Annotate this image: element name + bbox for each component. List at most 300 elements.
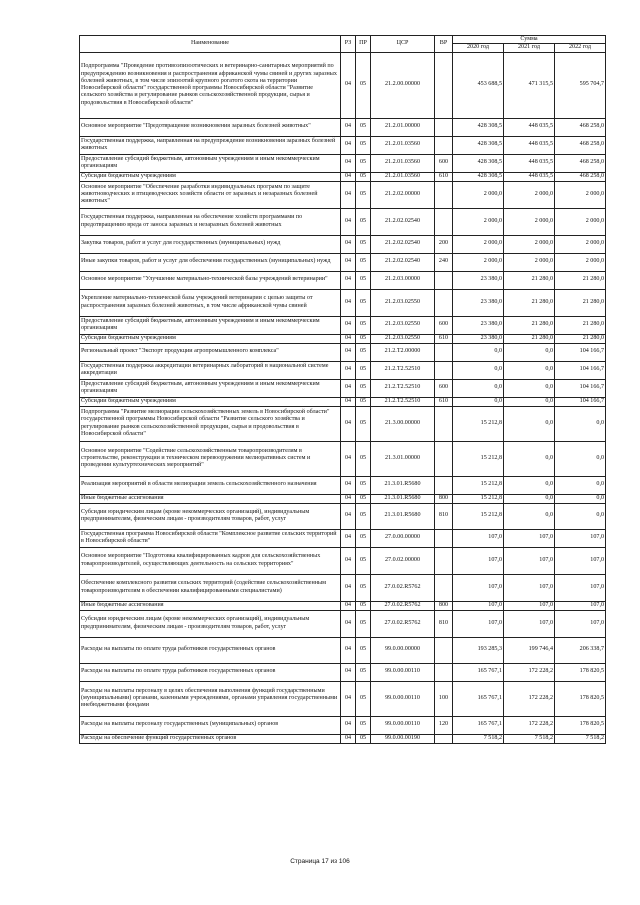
row-value-2021: 107,0	[504, 547, 555, 574]
row-vr	[435, 637, 453, 663]
row-pr: 05	[356, 494, 371, 503]
row-name: Иные бюджетные ассигнования	[80, 494, 341, 503]
row-name: Расходы на выплаты по оплате труда работников государственных органов	[80, 663, 341, 681]
row-rz: 04	[341, 716, 356, 734]
row-vr: 240	[435, 253, 453, 271]
row-name: Государственная поддержка аккредитации ветеринарных лабораторий в национальной системе аккредитации	[80, 361, 341, 379]
row-vr: 800	[435, 601, 453, 610]
row-csr: 21.2.03.02550	[371, 334, 435, 343]
row-name: Субсидии юридическим лицам (кроме некоммерческих организаций), индивидуальным предпринимателям, физическим лицам - производителям товаров, работ, услуг	[80, 610, 341, 637]
row-vr: 610	[435, 172, 453, 181]
row-value-2021: 0,0	[504, 379, 555, 397]
row-value-2020: 23 380,0	[453, 289, 504, 316]
row-value-2022: 104 166,7	[555, 343, 606, 361]
row-pr: 05	[356, 663, 371, 681]
row-value-2022: 0,0	[555, 406, 606, 441]
row-value-2022: 104 166,7	[555, 361, 606, 379]
row-rz: 04	[341, 181, 356, 208]
table-row	[80, 172, 606, 181]
row-value-2021: 0,0	[504, 503, 555, 529]
row-value-2022: 21 280,0	[555, 289, 606, 316]
row-csr: 99.0.00.00110	[371, 663, 435, 681]
row-name: Расходы на обеспечение функций государственных органов	[80, 734, 341, 743]
column-header-vr: ВР	[435, 36, 453, 53]
column-header-pr: ПР	[356, 36, 371, 53]
row-csr: 21.3.01.R5680	[371, 494, 435, 503]
row-name: Иные закупки товаров, работ и услуг для обеспечения государственных (муниципальных) нужд	[80, 253, 341, 271]
row-value-2020: 2 000,0	[453, 181, 504, 208]
row-rz: 04	[341, 574, 356, 601]
row-value-2020: 23 380,0	[453, 334, 504, 343]
table-row	[80, 716, 606, 734]
row-vr	[435, 208, 453, 235]
row-value-2020: 0,0	[453, 361, 504, 379]
row-value-2020: 7 518,2	[453, 734, 504, 743]
row-pr: 05	[356, 118, 371, 136]
row-csr: 21.3.01.R5680	[371, 503, 435, 529]
budget-table	[79, 35, 606, 744]
row-name: Государственная программа Новосибирской области "Комплексное развитие сельских территорий в Новосибирской области"	[80, 529, 341, 547]
table-row	[80, 154, 606, 172]
row-csr: 99.0.00.00190	[371, 734, 435, 743]
table-row	[80, 637, 606, 663]
row-value-2021: 21 280,0	[504, 334, 555, 343]
row-rz: 04	[341, 529, 356, 547]
row-vr: 810	[435, 503, 453, 529]
column-header-2020: 2020 год	[453, 44, 504, 52]
row-rz: 04	[341, 253, 356, 271]
row-vr: 600	[435, 379, 453, 397]
row-value-2021: 21 280,0	[504, 271, 555, 289]
row-csr: 27.0.00.00000	[371, 529, 435, 547]
row-name: Субсидии бюджетным учреждениям	[80, 397, 341, 406]
column-header-csr: ЦСР	[371, 36, 435, 53]
row-value-2021: 172 228,2	[504, 681, 555, 716]
row-pr: 05	[356, 529, 371, 547]
row-vr: 810	[435, 610, 453, 637]
row-value-2020: 107,0	[453, 529, 504, 547]
table-row	[80, 476, 606, 494]
row-value-2020: 107,0	[453, 601, 504, 610]
row-rz: 04	[341, 406, 356, 441]
row-vr	[435, 271, 453, 289]
row-pr: 05	[356, 379, 371, 397]
row-name: Основное мероприятие "Содействие сельскохозяйственным товаропроизводителям в строительстве, реконструкции и техническом перевооружении мелиоративных систем и проведении культуртехнических мероприятий"	[80, 441, 341, 476]
row-value-2022: 206 338,7	[555, 637, 606, 663]
row-pr: 05	[356, 271, 371, 289]
row-csr: 21.2.03.02550	[371, 289, 435, 316]
row-csr: 21.2.T2.52510	[371, 361, 435, 379]
row-rz: 04	[341, 289, 356, 316]
table-row	[80, 316, 606, 334]
row-value-2021: 107,0	[504, 574, 555, 601]
table-row	[80, 503, 606, 529]
row-vr	[435, 529, 453, 547]
row-pr: 05	[356, 181, 371, 208]
table-row	[80, 343, 606, 361]
row-pr: 05	[356, 601, 371, 610]
row-value-2020: 107,0	[453, 574, 504, 601]
row-value-2021: 107,0	[504, 610, 555, 637]
row-value-2021: 21 280,0	[504, 289, 555, 316]
row-name: Основное мероприятие "Улучшение материально-технической базы учреждений ветеринарии"	[80, 271, 341, 289]
table-row	[80, 494, 606, 503]
table-row	[80, 181, 606, 208]
row-name: Закупка товаров, работ и услуг для государственных (муниципальных) нужд	[80, 235, 341, 253]
table-row	[80, 334, 606, 343]
row-value-2021: 7 518,2	[504, 734, 555, 743]
row-pr: 05	[356, 235, 371, 253]
row-rz: 04	[341, 494, 356, 503]
row-vr: 610	[435, 397, 453, 406]
table-row	[80, 136, 606, 154]
row-value-2020: 428 308,5	[453, 118, 504, 136]
row-csr: 21.3.01.00000	[371, 441, 435, 476]
row-csr: 21.2.01.03560	[371, 136, 435, 154]
row-rz: 04	[341, 681, 356, 716]
row-rz: 04	[341, 154, 356, 172]
row-pr: 05	[356, 172, 371, 181]
table-row	[80, 271, 606, 289]
row-value-2022: 7 518,2	[555, 734, 606, 743]
row-value-2022: 468 258,0	[555, 136, 606, 154]
row-value-2020: 0,0	[453, 343, 504, 361]
column-header-sum: Сумма	[453, 36, 606, 44]
row-value-2022: 178 820,5	[555, 716, 606, 734]
row-name: Иные бюджетные ассигнования	[80, 601, 341, 610]
row-csr: 21.2.00.00000	[371, 52, 435, 118]
row-csr: 99.0.00.00000	[371, 637, 435, 663]
row-value-2020: 2 000,0	[453, 208, 504, 235]
row-csr: 27.0.02.R5762	[371, 610, 435, 637]
table-header	[80, 36, 606, 53]
row-csr: 21.2.03.00000	[371, 271, 435, 289]
row-vr	[435, 547, 453, 574]
row-value-2022: 595 704,7	[555, 52, 606, 118]
row-vr	[435, 289, 453, 316]
row-name: Предоставление субсидий бюджетным, автономным учреждениям и иным некоммерческим организациям	[80, 379, 341, 397]
row-value-2022: 2 000,0	[555, 208, 606, 235]
row-csr: 21.2.02.00000	[371, 181, 435, 208]
column-header-2022: 2022 год	[555, 44, 606, 52]
row-value-2022: 21 280,0	[555, 271, 606, 289]
row-rz: 04	[341, 547, 356, 574]
row-value-2020: 165 767,1	[453, 716, 504, 734]
row-pr: 05	[356, 361, 371, 379]
row-name: Обеспечение комплексного развития сельских территорий (содействие сельскохозяйственным товаропроизводителям в обеспечении квалифицированными специалистами)	[80, 574, 341, 601]
row-value-2021: 448 035,5	[504, 172, 555, 181]
table-row	[80, 379, 606, 397]
row-value-2020: 453 688,5	[453, 52, 504, 118]
row-pr: 05	[356, 610, 371, 637]
row-value-2021: 2 000,0	[504, 181, 555, 208]
row-value-2020: 2 000,0	[453, 235, 504, 253]
page-number: Страница 17 из 106	[290, 858, 350, 865]
row-vr	[435, 136, 453, 154]
row-value-2021: 0,0	[504, 476, 555, 494]
table-row	[80, 235, 606, 253]
row-rz: 04	[341, 441, 356, 476]
row-value-2021: 471 315,5	[504, 52, 555, 118]
row-csr: 27.0.02.R5762	[371, 574, 435, 601]
row-name: Субсидии бюджетным учреждениям	[80, 334, 341, 343]
row-value-2020: 428 308,5	[453, 172, 504, 181]
row-value-2021: 21 280,0	[504, 316, 555, 334]
row-name: Расходы на выплаты персоналу государственных (муниципальных) органов	[80, 716, 341, 734]
table-row	[80, 361, 606, 379]
table-row	[80, 610, 606, 637]
column-header-rz: РЗ	[341, 36, 356, 53]
row-value-2021: 0,0	[504, 441, 555, 476]
row-value-2022: 178 820,5	[555, 663, 606, 681]
row-value-2020: 193 285,3	[453, 637, 504, 663]
row-pr: 05	[356, 406, 371, 441]
row-name: Основное мероприятие "Подготовка квалифицированных кадров для сельскохозяйственных товаропроизводителей, осуществляющих деятельность на сельских территориях"	[80, 547, 341, 574]
row-value-2020: 23 380,0	[453, 271, 504, 289]
row-name: Подпрограмма "Развитие мелиорации сельскохозяйственных земель в Новосибирской области" государственной программы Новосибирской области "Развитие сельского хозяйства и регулирование рынков сельскохозяйственной продукции, сырья и продовольствия в Новосибирской области"	[80, 406, 341, 441]
row-pr: 05	[356, 343, 371, 361]
row-pr: 05	[356, 681, 371, 716]
row-value-2020: 15 212,8	[453, 503, 504, 529]
row-value-2022: 107,0	[555, 547, 606, 574]
row-rz: 04	[341, 334, 356, 343]
row-rz: 04	[341, 601, 356, 610]
row-value-2021: 448 035,5	[504, 154, 555, 172]
row-pr: 05	[356, 441, 371, 476]
row-vr	[435, 476, 453, 494]
table-row	[80, 118, 606, 136]
row-rz: 04	[341, 397, 356, 406]
table-row	[80, 289, 606, 316]
row-rz: 04	[341, 235, 356, 253]
row-rz: 04	[341, 734, 356, 743]
table-row	[80, 529, 606, 547]
row-value-2020: 15 212,8	[453, 441, 504, 476]
row-value-2021: 0,0	[504, 397, 555, 406]
row-name: Субсидии бюджетным учреждениям	[80, 172, 341, 181]
row-rz: 04	[341, 271, 356, 289]
row-rz: 04	[341, 361, 356, 379]
row-name: Основное мероприятие "Предотвращение возникновения заразных болезней животных"	[80, 118, 341, 136]
row-value-2020: 428 308,5	[453, 136, 504, 154]
row-vr	[435, 361, 453, 379]
row-value-2021: 448 035,5	[504, 136, 555, 154]
row-name: Расходы на выплаты персоналу в целях обеспечения выполнения функций государственными (муниципальными) органами, казенными учреждениями, органами управления государственными внебюджетными фондами	[80, 681, 341, 716]
row-csr: 27.0.02.00000	[371, 547, 435, 574]
row-pr: 05	[356, 503, 371, 529]
row-value-2021: 0,0	[504, 406, 555, 441]
row-vr	[435, 406, 453, 441]
row-csr: 21.2.03.02550	[371, 316, 435, 334]
row-value-2020: 2 000,0	[453, 253, 504, 271]
row-pr: 05	[356, 253, 371, 271]
row-value-2020: 107,0	[453, 610, 504, 637]
row-rz: 04	[341, 503, 356, 529]
row-csr: 21.2.T2.52510	[371, 397, 435, 406]
row-value-2022: 21 280,0	[555, 334, 606, 343]
row-pr: 05	[356, 637, 371, 663]
row-pr: 05	[356, 734, 371, 743]
row-rz: 04	[341, 136, 356, 154]
row-pr: 05	[356, 547, 371, 574]
row-vr: 800	[435, 494, 453, 503]
row-pr: 05	[356, 716, 371, 734]
column-header-name: Наименование	[80, 36, 341, 53]
row-csr: 21.2.02.02540	[371, 235, 435, 253]
row-csr: 21.2.01.03560	[371, 172, 435, 181]
row-name: Региональный проект "Экспорт продукции агропромышленного комплекса"	[80, 343, 341, 361]
row-value-2020: 15 212,8	[453, 406, 504, 441]
row-value-2022: 2 000,0	[555, 235, 606, 253]
row-vr	[435, 441, 453, 476]
row-vr	[435, 118, 453, 136]
row-value-2022: 107,0	[555, 610, 606, 637]
row-pr: 05	[356, 397, 371, 406]
row-vr	[435, 574, 453, 601]
row-vr: 610	[435, 334, 453, 343]
row-value-2022: 0,0	[555, 494, 606, 503]
row-vr: 100	[435, 681, 453, 716]
row-value-2022: 107,0	[555, 574, 606, 601]
row-vr	[435, 52, 453, 118]
row-value-2022: 0,0	[555, 476, 606, 494]
row-pr: 05	[356, 316, 371, 334]
table-row	[80, 601, 606, 610]
row-csr: 99.0.00.00110	[371, 716, 435, 734]
row-value-2020: 107,0	[453, 547, 504, 574]
row-rz: 04	[341, 663, 356, 681]
row-csr: 21.2.T2.00000	[371, 343, 435, 361]
row-value-2020: 15 212,8	[453, 476, 504, 494]
row-pr: 05	[356, 154, 371, 172]
table-row	[80, 574, 606, 601]
row-value-2022: 0,0	[555, 441, 606, 476]
row-csr: 21.2.02.02540	[371, 253, 435, 271]
row-csr: 21.2.T2.52510	[371, 379, 435, 397]
row-value-2021: 107,0	[504, 529, 555, 547]
row-name: Расходы на выплаты по оплате труда работников государственных органов	[80, 637, 341, 663]
table-row	[80, 441, 606, 476]
row-name: Реализация мероприятий в области мелиорации земель сельскохозяйственного назначения	[80, 476, 341, 494]
row-name: Субсидии юридическим лицам (кроме некоммерческих организаций), индивидуальным предпринимателям, физическим лицам - производителям товаров, работ, услуг	[80, 503, 341, 529]
row-name: Предоставление субсидий бюджетным, автономным учреждениям и иным некоммерческим организациям	[80, 316, 341, 334]
row-vr	[435, 181, 453, 208]
row-rz: 04	[341, 610, 356, 637]
table-row	[80, 208, 606, 235]
row-value-2022: 468 258,0	[555, 172, 606, 181]
row-value-2022: 21 280,0	[555, 316, 606, 334]
row-value-2021: 2 000,0	[504, 253, 555, 271]
row-csr: 21.2.01.03560	[371, 154, 435, 172]
row-value-2021: 199 746,4	[504, 637, 555, 663]
row-value-2021: 2 000,0	[504, 208, 555, 235]
row-value-2022: 2 000,0	[555, 253, 606, 271]
row-value-2020: 165 767,1	[453, 663, 504, 681]
row-vr	[435, 734, 453, 743]
row-value-2021: 0,0	[504, 494, 555, 503]
row-csr: 21.3.00.00000	[371, 406, 435, 441]
row-name: Предоставление субсидий бюджетным, автономным учреждениям и иным некоммерческим организациям	[80, 154, 341, 172]
row-rz: 04	[341, 316, 356, 334]
row-value-2021: 0,0	[504, 361, 555, 379]
row-value-2020: 0,0	[453, 397, 504, 406]
table-row	[80, 406, 606, 441]
row-csr: 27.0.02.R5762	[371, 601, 435, 610]
row-value-2022: 107,0	[555, 529, 606, 547]
row-vr: 600	[435, 316, 453, 334]
row-name: Государственная поддержка, направленная на обеспечение хозяйств программами по предотвращению вреда от заноса заразных и незаразных болезней животных	[80, 208, 341, 235]
row-vr: 600	[435, 154, 453, 172]
table-row	[80, 681, 606, 716]
row-pr: 05	[356, 208, 371, 235]
table-body	[80, 52, 606, 743]
row-value-2022: 468 258,0	[555, 154, 606, 172]
row-value-2020: 15 212,8	[453, 494, 504, 503]
row-pr: 05	[356, 476, 371, 494]
row-rz: 04	[341, 379, 356, 397]
row-rz: 04	[341, 343, 356, 361]
row-rz: 04	[341, 172, 356, 181]
row-value-2021: 172 228,2	[504, 716, 555, 734]
row-rz: 04	[341, 52, 356, 118]
row-vr: 200	[435, 235, 453, 253]
row-rz: 04	[341, 208, 356, 235]
row-value-2022: 468 258,0	[555, 118, 606, 136]
row-value-2022: 178 820,5	[555, 681, 606, 716]
row-rz: 04	[341, 476, 356, 494]
row-rz: 04	[341, 118, 356, 136]
row-csr: 21.2.01.00000	[371, 118, 435, 136]
row-rz: 04	[341, 637, 356, 663]
row-name: Государственная поддержка, направленная на предупреждение возникновения заразных болезней животных	[80, 136, 341, 154]
table-row	[80, 253, 606, 271]
row-value-2022: 104 166,7	[555, 397, 606, 406]
row-value-2022: 0,0	[555, 503, 606, 529]
row-name: Подпрограмма "Проведение противоэпизоотических и ветеринарно-санитарных мероприятий по предупреждению возникновения и распространения африканской чумы свиней и других заразных болезней животных, в том числе эпизоотий крупного рогатого скота на территории Новосибирской области" государственной программы Новосибирской области "Развитие сельского хозяйства и регулирование рынков сельскохозяйственной продукции, сырья и продовольствия в Новосибирской области"	[80, 52, 341, 118]
column-header-2021: 2021 год	[504, 44, 555, 52]
row-value-2021: 0,0	[504, 343, 555, 361]
table-row	[80, 397, 606, 406]
row-value-2022: 107,0	[555, 601, 606, 610]
row-csr: 21.3.01.R5680	[371, 476, 435, 494]
row-pr: 05	[356, 136, 371, 154]
row-value-2021: 448 035,5	[504, 118, 555, 136]
row-value-2021: 107,0	[504, 601, 555, 610]
row-pr: 05	[356, 289, 371, 316]
row-value-2021: 2 000,0	[504, 235, 555, 253]
row-value-2021: 172 228,2	[504, 663, 555, 681]
row-value-2022: 104 166,7	[555, 379, 606, 397]
row-pr: 05	[356, 52, 371, 118]
row-name: Основное мероприятие "Обеспечение разработки индивидуальных программ по защите животноводческих и птицеводческих хозяйств области от заразных и незаразных болезней животных"	[80, 181, 341, 208]
row-csr: 21.2.02.02540	[371, 208, 435, 235]
row-pr: 05	[356, 574, 371, 601]
table-row	[80, 52, 606, 118]
table-row	[80, 734, 606, 743]
table-row	[80, 547, 606, 574]
row-value-2020: 23 380,0	[453, 316, 504, 334]
row-name: Укрепление материально-технической базы учреждений ветеринарии с целью защиты от распространения заразных болезней животных, в том числе африканской чумы свиней	[80, 289, 341, 316]
row-value-2022: 2 000,0	[555, 181, 606, 208]
row-value-2020: 0,0	[453, 379, 504, 397]
row-vr: 120	[435, 716, 453, 734]
row-vr	[435, 343, 453, 361]
row-value-2020: 165 767,1	[453, 681, 504, 716]
table-row	[80, 663, 606, 681]
row-csr: 99.0.00.00110	[371, 681, 435, 716]
row-pr: 05	[356, 334, 371, 343]
row-value-2020: 428 308,5	[453, 154, 504, 172]
